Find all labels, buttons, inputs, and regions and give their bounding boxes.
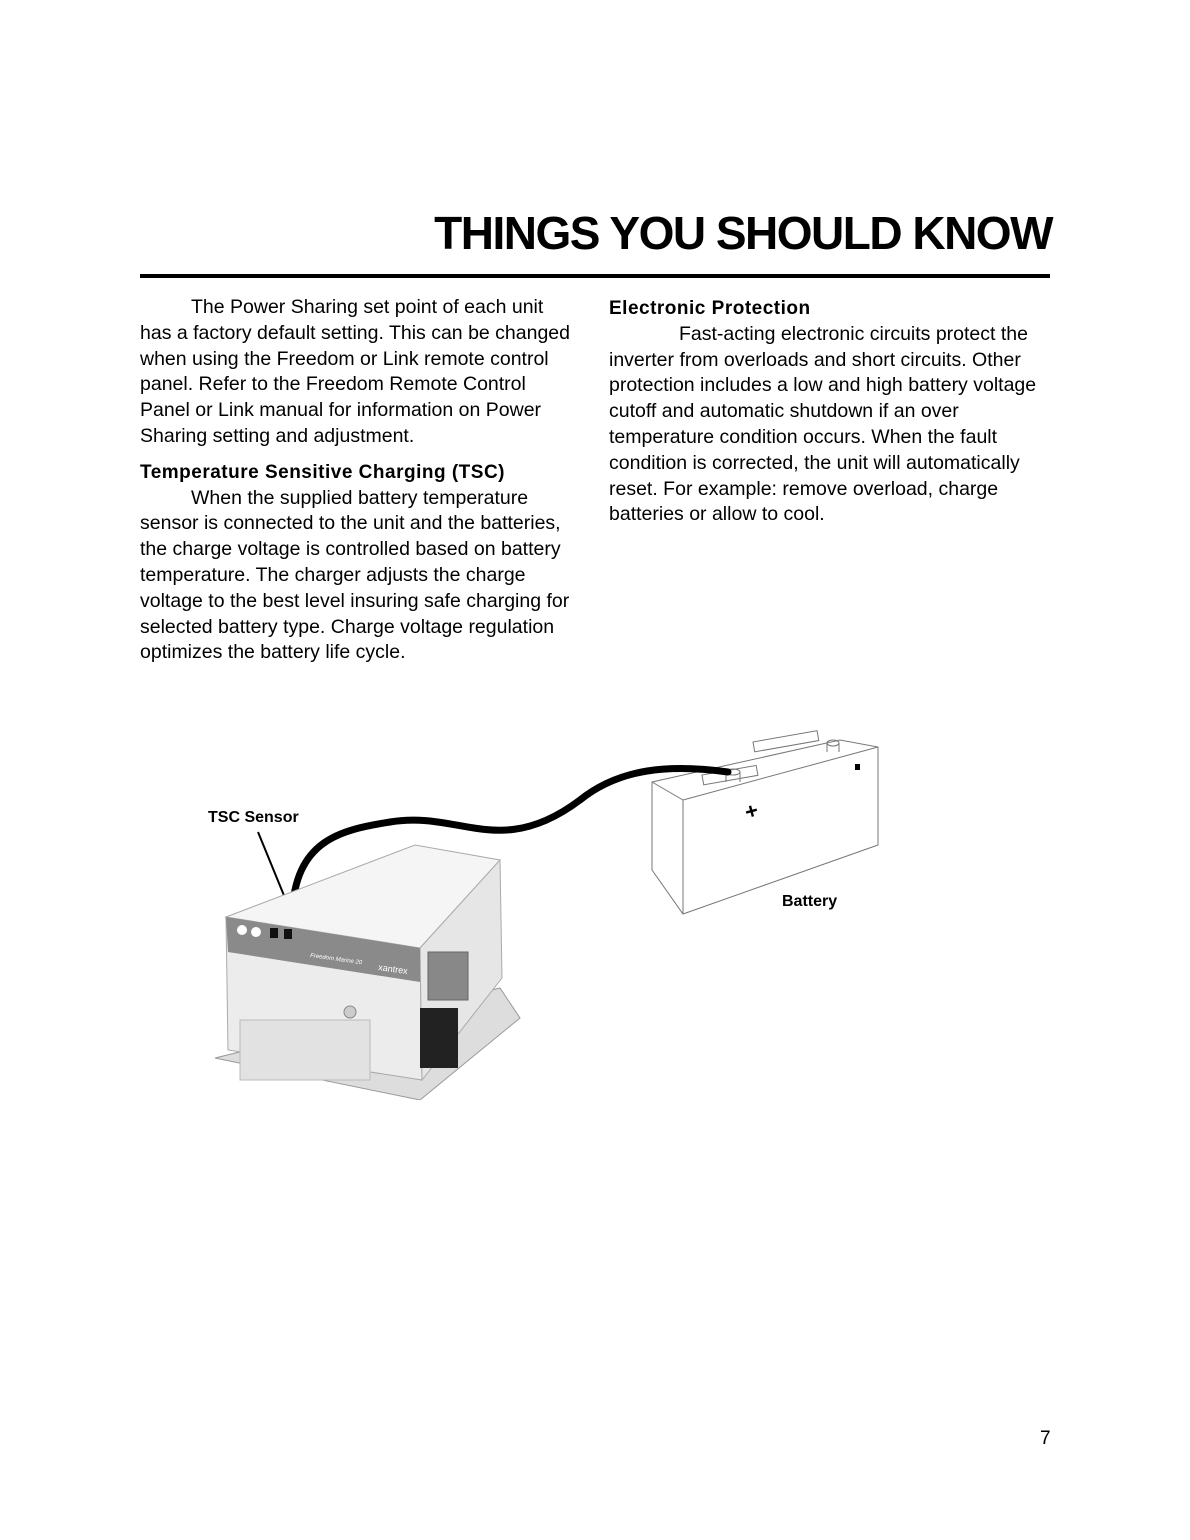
tsc-wiring-illustration <box>200 720 900 1100</box>
title-divider <box>140 274 1050 278</box>
battery-illustration <box>652 731 878 914</box>
svg-text:Freedom Marine 20: Freedom Marine 20 <box>309 953 363 967</box>
svg-text:xantrex: xantrex <box>377 962 409 977</box>
battery-plus-symbol: + <box>741 797 761 825</box>
battery-label: Battery <box>782 893 838 910</box>
electronic-protection-paragraph: Fast-acting electronic circuits protect the inverter from overloads and short circuits. Other protection includes a low and high battery voltage cutoff and automatic shutdown if an over temperature condition occurs. When the fault condition is corrected, the unit will automatically reset. For example: remove overload, charge batteries or allow to cool. <box>609 322 1037 526</box>
right-column <box>609 296 1054 528</box>
tsc-sensor-label: TSC Sensor <box>208 809 299 826</box>
inverter-unit-illustration <box>215 845 520 1100</box>
tsc-heading: Temperature Sensitive Charging (TSC) <box>140 461 505 483</box>
electronic-protection-heading: Electronic Protection <box>609 298 811 319</box>
left-column <box>140 295 580 666</box>
power-sharing-paragraph: The Power Sharing set point of each unit has a factory default setting. This can be changed when using the Freedom or Link remote control panel. Refer to the Freedom Remote Control Panel or Link manual for information on Power Sharing setting and adjustment. <box>140 296 570 447</box>
tsc-paragraph: When the supplied battery temperature sensor is connected to the unit and the batteries, the charge voltage is controlled based on battery temperature. The charger adjusts the charge voltage to the best level insuring safe charging for selected battery type. Charge voltage regulation optimizes the battery life cycle. <box>140 486 570 664</box>
page-title: THINGS YOU SHOULD KNOW <box>434 207 1052 259</box>
battery-minus-symbol <box>855 764 860 770</box>
page-number: 7 <box>1040 1428 1051 1449</box>
